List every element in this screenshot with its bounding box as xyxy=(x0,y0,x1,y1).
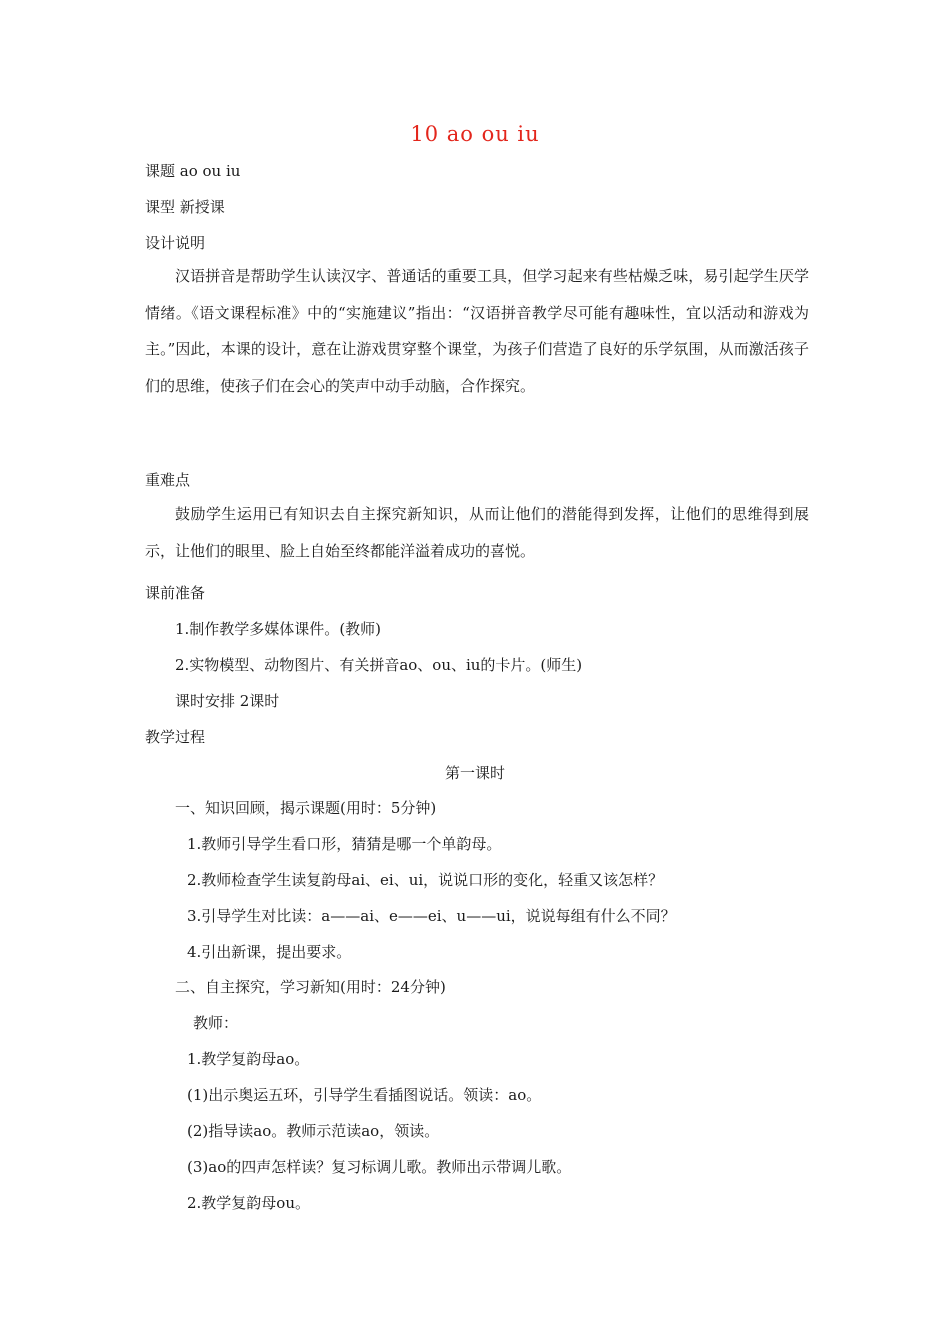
section-heading: 一、知识回顾，揭示课题(用时：5分钟) xyxy=(175,799,437,817)
list-item: 3.引导学生对比读：a——ai、e——ei、u——ui，说说每组有什么不同？ xyxy=(187,907,676,925)
list-item: 2.教学复韵母ou。 xyxy=(187,1194,311,1212)
section-heading: 二、自主探究，学习新知(用时：24分钟) xyxy=(175,978,446,996)
design-heading: 设计说明 xyxy=(145,234,206,252)
process-heading: 教学过程 xyxy=(145,728,206,746)
document-title: 10 ao ou iu xyxy=(410,122,540,146)
list-item: (1)出示奥运五环，引导学生看插图说话。领读：ao。 xyxy=(187,1086,542,1104)
list-item: (2)指导读ao。教师示范读ao，领读。 xyxy=(187,1122,440,1140)
prep-item: 1.制作教学多媒体课件。(教师) xyxy=(175,620,382,638)
topic-line: 课题 ao ou iu xyxy=(145,162,241,180)
list-item: 1.教师引导学生看口形，猜猜是哪一个单韵母。 xyxy=(187,835,502,853)
prep-item: 2.实物模型、动物图片、有关拼音ao、ou、iu的卡片。(师生) xyxy=(175,656,583,674)
difficulty-heading: 重难点 xyxy=(145,471,191,489)
list-item: (3)ao的四声怎样读？复习标调儿歌。教师出示带调儿歌。 xyxy=(187,1158,572,1176)
teacher-label: 教师： xyxy=(193,1014,239,1032)
lesson-title: 第一课时 xyxy=(444,764,505,782)
difficulty-paragraph: 鼓励学生运用已有知识去自主探究新知识，从而让他们的潜能得到发挥，让他们的思维得到展示，让他们的眼里、脸上自始至终都能洋溢着成功的喜悦。 xyxy=(145,505,809,560)
list-item: 4.引出新课，提出要求。 xyxy=(187,943,352,961)
design-paragraph: 汉语拼音是帮助学生认读汉字、普通话的重要工具，但学习起来有些枯燥乏味，易引起学生厌学情绪。《语文课程标准》中的“实施建议”指出：“汉语拼音教学尽可能有趣味性，宜以活动和游戏为主。”因此，本课的设计，意在让游戏贯穿整个课堂，为孩子们营造了良好的乐学氛围，从而激活孩子们的思维，使孩子们在会心的笑声中动手动脑，合作探究。 xyxy=(145,267,809,395)
list-item: 2.教师检查学生读复韵母ai、ei、ui，说说口形的变化，轻重又该怎样？ xyxy=(187,871,664,889)
schedule-line: 课时安排 2课时 xyxy=(175,692,280,710)
list-item: 1.教学复韵母ao。 xyxy=(187,1050,310,1068)
lesson-type-line: 课型 新授课 xyxy=(145,198,225,216)
prep-heading: 课前准备 xyxy=(145,584,206,602)
